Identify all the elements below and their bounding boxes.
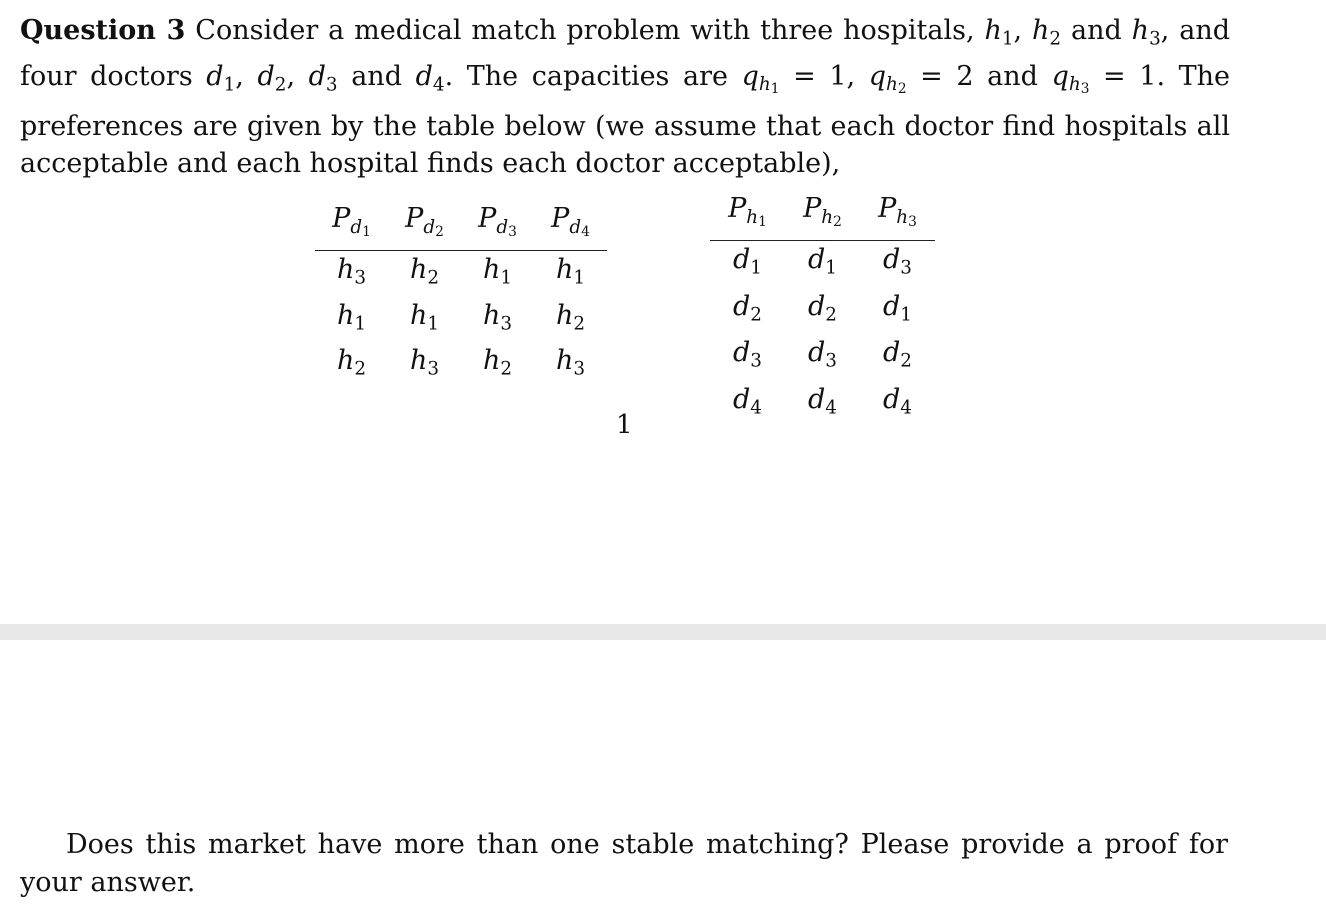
math-h: h <box>984 15 1002 46</box>
subscript: 3 <box>325 74 338 95</box>
text-run: . The capacities are <box>444 60 742 92</box>
math-d: d <box>206 60 224 92</box>
math-q: q <box>868 60 886 92</box>
header-cell: $P_{d2}$ <box>388 200 461 251</box>
table-cell: $h_2$ <box>555 299 586 335</box>
table-cell: $d_1$ <box>733 244 762 279</box>
subscript: 4 <box>432 74 445 95</box>
question-label: Question 3 <box>20 15 186 46</box>
table-cell: $d_2$ <box>883 337 912 372</box>
subsubscript: 1 <box>770 80 780 97</box>
table-cell: $d_4$ <box>883 383 912 419</box>
math-h: h <box>1032 15 1050 46</box>
subscript: 1 <box>1001 28 1014 50</box>
subscript: 3 <box>1149 28 1161 50</box>
header-cell: $P_{h3}$ <box>860 190 935 241</box>
table-cell: $h_1$ <box>409 299 440 335</box>
text-run: Consider a medical match problem with three hospitals, <box>185 15 985 46</box>
math-d: d <box>415 60 433 92</box>
table-cell: $h_2$ <box>336 345 367 380</box>
text-run: , and four doctors <box>20 15 1231 92</box>
table-cell: $h_3$ <box>336 254 367 289</box>
table-cell: $d_1$ <box>883 290 912 326</box>
subsubscript: 3 <box>1080 80 1090 97</box>
math-h: h <box>758 74 771 95</box>
text-run: and <box>337 60 416 92</box>
table-cell: $h_1$ <box>336 299 367 335</box>
text-run: , <box>286 60 309 92</box>
table-cell: $d_2$ <box>808 290 837 326</box>
table-cell: $h_1$ <box>555 254 586 289</box>
table-cell: $d_4$ <box>733 383 762 419</box>
table-row <box>710 334 935 381</box>
table-cell: $h_3$ <box>409 345 440 380</box>
math-q: q <box>741 60 759 92</box>
text-run: , <box>1013 15 1033 46</box>
header-cell: $P_{h2}$ <box>785 190 860 241</box>
table-cell: $d_4$ <box>808 383 837 419</box>
hospital-table-header <box>710 190 935 241</box>
text-run: , <box>235 60 258 92</box>
subscript: 2 <box>1049 28 1062 50</box>
doctor-preference-table <box>315 200 607 388</box>
math-d: d <box>308 60 326 92</box>
text-run: = 2 and <box>906 60 1052 92</box>
header-cell: $P_{d3}$ <box>461 200 534 251</box>
math-d: d <box>257 60 275 92</box>
table-cell: $d_3$ <box>883 244 912 279</box>
table-cell: $d_2$ <box>733 290 762 326</box>
table-cell: $h_3$ <box>482 299 513 335</box>
header-cell: $P_{h1}$ <box>710 190 785 241</box>
subscript: 2 <box>274 74 287 95</box>
table-cell: $h_2$ <box>482 345 513 380</box>
table-row <box>710 241 935 288</box>
table-cell: $d_3$ <box>808 337 837 372</box>
page-number: 1 <box>616 410 633 440</box>
subscript <box>759 74 780 95</box>
subscript <box>886 74 907 95</box>
table-row <box>315 297 607 343</box>
table-cell: $h_2$ <box>409 254 440 289</box>
table-cell: $h_3$ <box>555 345 586 380</box>
subscript <box>1069 74 1090 95</box>
subsubscript: 2 <box>897 80 907 97</box>
subscript: 1 <box>223 74 236 95</box>
doctor-table-header <box>315 200 607 251</box>
page-separator <box>0 624 1326 640</box>
question-text <box>20 12 1230 182</box>
table-row <box>315 251 607 297</box>
text-run: = 1. The preferences are given by the table below (we assume that each doctor find hospitals all acceptable and each hospital finds each doctor acceptable), <box>20 60 1231 179</box>
text-run: and <box>1061 15 1132 46</box>
table-cell: $d_1$ <box>808 244 837 279</box>
hospital-preference-table <box>710 190 935 427</box>
follow-up-question: Does this market have more than one stable matching? Please provide a proof for your answer. <box>20 829 1228 898</box>
table-row <box>710 288 935 335</box>
math-h: h <box>885 74 898 95</box>
header-cell: $P_{d1}$ <box>315 200 388 251</box>
math-h: h <box>1131 15 1150 46</box>
table-row <box>315 342 607 388</box>
math-h: h <box>1068 74 1081 95</box>
table-row <box>710 381 935 428</box>
text-run: = 1, <box>779 60 869 92</box>
header-cell: $P_{d4}$ <box>534 200 607 251</box>
math-q: q <box>1051 60 1069 92</box>
table-cell: $h_1$ <box>482 254 513 289</box>
table-cell: $d_3$ <box>733 337 762 372</box>
